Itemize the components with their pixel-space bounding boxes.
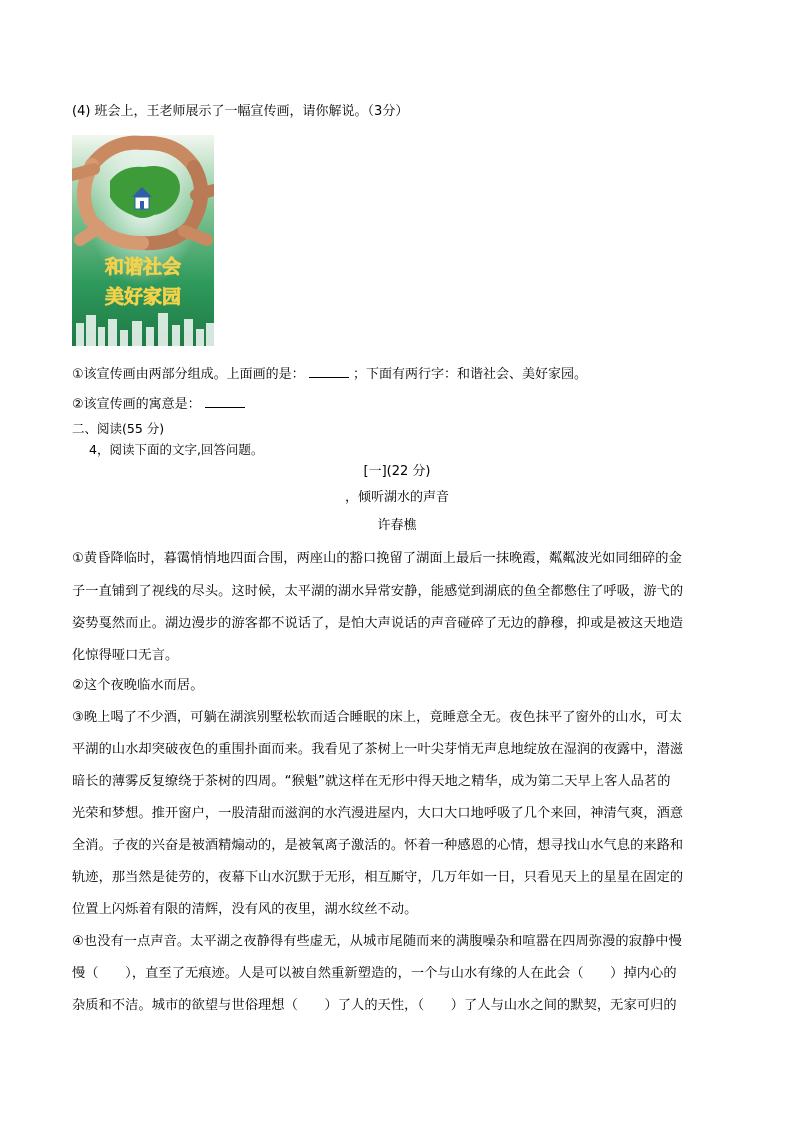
question-part-1-text-b: ；下面有两行字：和谐社会、美好家园。 bbox=[352, 367, 587, 382]
article-line: 姿势戛然而止。湖边漫步的游客都不说话了，是怕大声说话的声音碰碎了无边的静穆，抑或是被这天地造 bbox=[72, 616, 684, 631]
article-line: 轨迹，那当然是徒劳的，夜幕下山水沉默于无形，相互厮守，几万年如一日，只看见天上的星星在固定的 bbox=[72, 870, 684, 885]
article-line: 杂质和不洁。城市的欲望与世俗理想（ ）了人的天性，（ ）了人与山水之间的默契，无家可归的 bbox=[72, 998, 677, 1013]
article-line: 化惊得哑口无言。 bbox=[72, 648, 179, 663]
answer-blank-2[interactable] bbox=[205, 395, 245, 408]
answer-blank-1[interactable] bbox=[309, 365, 349, 378]
question-part-1 bbox=[72, 365, 587, 383]
question-part-1-text-a: ①该宣传画由两部分组成。上面画的是： bbox=[72, 367, 305, 382]
article-line: 子一直铺到了视线的尽头。这时候，太平湖的湖水异常安静，能感觉到湖底的鱼全都憋住了呼吸，游弋的 bbox=[72, 584, 684, 599]
question-part-2 bbox=[72, 395, 245, 413]
question-part-2-text: ②该宣传画的寓意是： bbox=[72, 397, 201, 412]
question-prompt: (4) 班会上，王老师展示了一幅宣传画，请你解说。（3分） bbox=[72, 104, 409, 119]
article-line: 全消。子夜的兴奋是被酒精煽动的，是被氧离子激活的。怀着一种感恩的心情，想寻找山水气息的来路和 bbox=[72, 838, 684, 853]
section-instruction: 4，阅读下面的文字,回答问题。 bbox=[89, 442, 264, 457]
article-line: 平湖的山水却突破夜色的重围扑面而来。我看见了茶树上一叶尖芽悄无声息地绽放在湿润的夜露中，潜滋 bbox=[72, 742, 684, 757]
article-line: 光荣和梦想。推开窗户，一股清甜而滋润的水汽漫进屋内，大口大口地呼吸了几个来回，神清气爽，酒意 bbox=[72, 806, 684, 821]
article-line: 暗长的薄雾反复缭绕于茶树的四周。“猴魁”就这样在无形中得天地之精华，成为第二天早上客人品茗的 bbox=[72, 774, 671, 789]
poster-caption-1: 和谐社会 bbox=[104, 256, 182, 278]
article-title: ，倾听湖水的声音 bbox=[344, 490, 449, 505]
article-line: ①黄昏降临时，暮霭悄悄地四面合围，两座山的豁口挽留了湖面上最后一抹晚霞，粼粼波光如同细碎的金 bbox=[72, 551, 682, 566]
article-line: ③晚上喝了不少酒，可躺在湖滨别墅松软而适合睡眠的床上，竟睡意全无。夜色抹平了窗外的山水，可太 bbox=[72, 710, 682, 725]
article-line: 慢（ ），直至了无痕迹。人是可以被自然重新塑造的，一个与山水有缘的人在此会（ ）掉内心的 bbox=[72, 966, 677, 981]
article-line: ②这个夜晚临水而居。 bbox=[72, 678, 204, 693]
section-heading: 二、阅读(55 分) bbox=[72, 421, 165, 436]
article-line: 位置上闪烁着有限的清辉，没有风的夜里，湖水纹丝不动。 bbox=[72, 902, 418, 917]
part-label: [一](22 分) bbox=[363, 464, 431, 479]
article-line: ④也没有一点声音。太平湖之夜静得有些虚无，从城市尾随而来的满腹噪杂和喧嚣在四周弥漫的寂静中慢 bbox=[72, 934, 682, 949]
harmony-poster-image bbox=[72, 135, 214, 346]
poster-caption-2: 美好家园 bbox=[104, 286, 182, 308]
article-author: 许春樵 bbox=[377, 518, 417, 533]
